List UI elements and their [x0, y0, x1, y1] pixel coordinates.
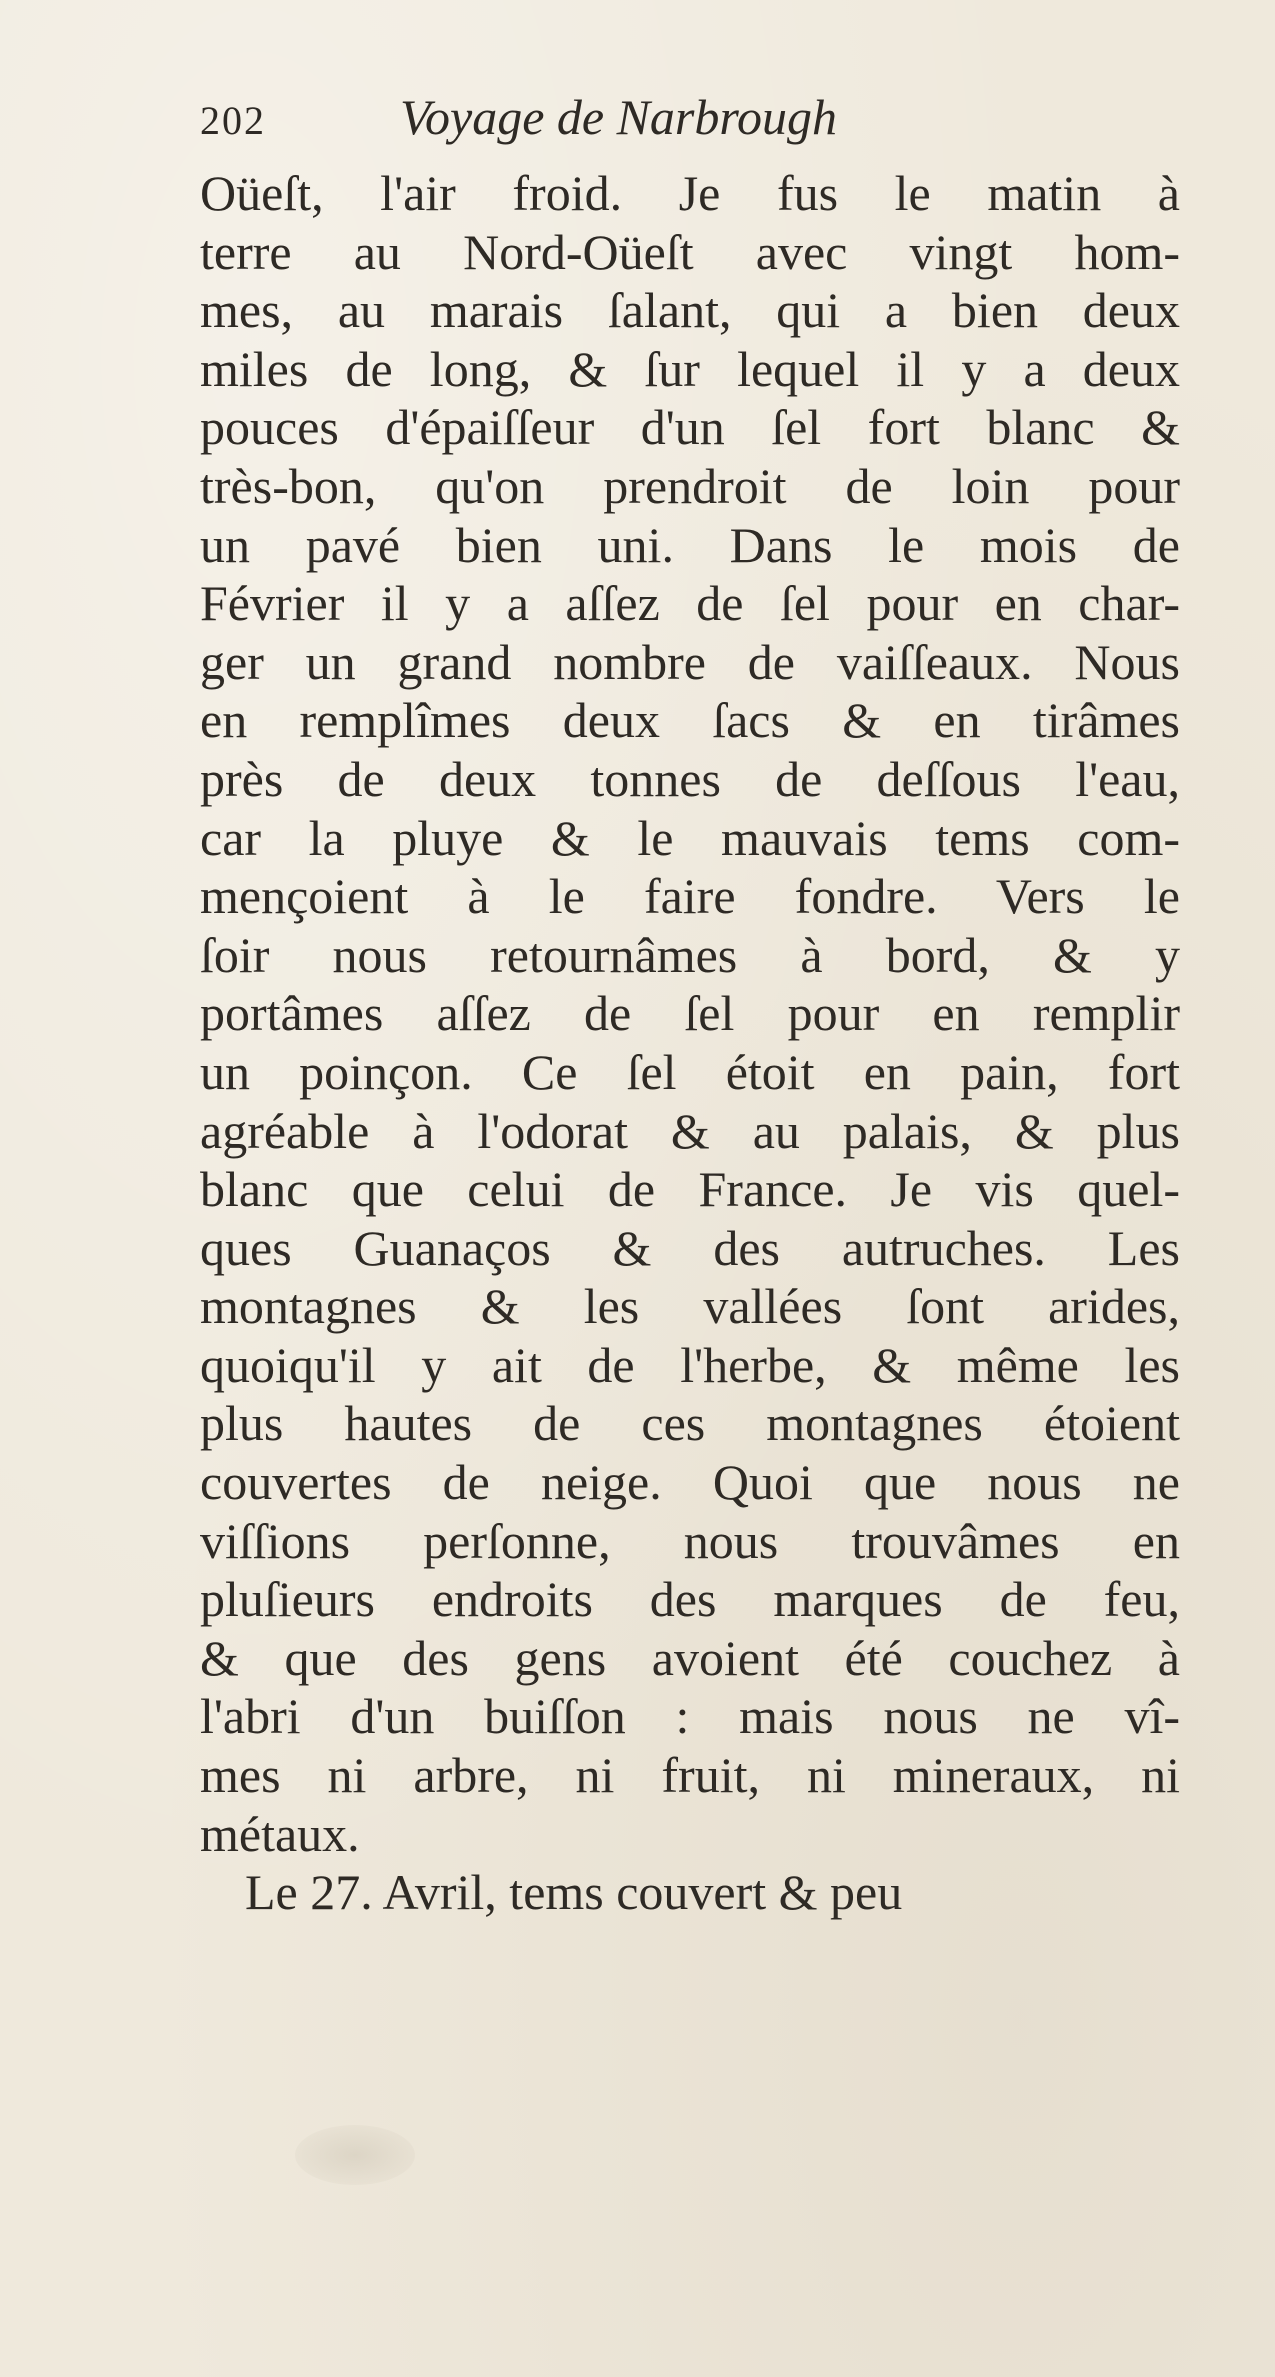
text-line: terre au Nord-Oüeſt avec vingt hom-	[200, 223, 1180, 280]
text-line: montagnes & les vallées ſont arides,	[200, 1278, 1180, 1335]
text-line: car la pluye & le mauvais tems com-	[200, 809, 1180, 866]
text-line: mes ni arbre, ni fruit, ni mineraux, ni	[200, 1747, 1180, 1804]
running-title: Voyage de Narbrough	[400, 89, 837, 145]
text-line: mes, au marais ſalant, qui a bien deux	[200, 282, 1180, 339]
text-line: portâmes aſſez de ſel pour en remplir	[200, 985, 1180, 1042]
text-line: blanc que celui de France. Je vis quel-	[200, 1161, 1180, 1218]
text-line: très-bon, qu'on prendroit de loin pour	[200, 457, 1180, 514]
text-line: ques Guanaços & des autruches. Les	[200, 1219, 1180, 1276]
paper-stain	[295, 2125, 415, 2185]
text-line: ger un grand nombre de vaiſſeaux. Nous	[200, 633, 1180, 690]
text-line: Oüeſt, l'air froid. Je fus le matin à	[200, 165, 1180, 221]
text-line: & que des gens avoient été couchez à	[200, 1629, 1180, 1686]
text-line: l'abri d'un buiſſon : mais nous ne vî-	[200, 1688, 1180, 1745]
text-line: Février il y a aſſez de ſel pour en char-	[200, 575, 1180, 632]
text-line: pouces d'épaiſſeur d'un ſel fort blanc &	[200, 399, 1180, 456]
text-line: viſſions perſonne, nous trouvâmes en	[200, 1512, 1180, 1569]
page-header	[200, 88, 1180, 158]
text-line: ſoir nous retournâmes à bord, & y	[200, 926, 1180, 983]
text-line: pluſieurs endroits des marques de feu,	[200, 1571, 1180, 1628]
text-line: Le 27. Avril, tems couvert & peu	[245, 1864, 903, 1921]
text-line: mençoient à le faire fondre. Vers le	[200, 868, 1180, 925]
text-line: métaux.	[200, 1805, 360, 1862]
text-line: en remplîmes deux ſacs & en tirâmes	[200, 692, 1180, 749]
page-number: 202	[200, 98, 266, 143]
text-line: près de deux tonnes de deſſous l'eau,	[200, 750, 1180, 807]
text-line: quoiqu'il y ait de l'herbe, & même les	[200, 1336, 1180, 1393]
text-line: plus hautes de ces montagnes étoient	[200, 1395, 1180, 1452]
text-line: couvertes de neige. Quoi que nous ne	[200, 1454, 1180, 1511]
book-page	[200, 88, 1180, 1922]
text-line: un poinçon. Ce ſel étoit en pain, fort	[200, 1043, 1180, 1100]
body-text	[200, 164, 1180, 1922]
text-line: un pavé bien uni. Dans le mois de	[200, 516, 1180, 573]
text-line: agréable à l'odorat & au palais, & plus	[200, 1102, 1180, 1159]
text-line: miles de long, & ſur lequel il y a deux	[200, 340, 1180, 397]
